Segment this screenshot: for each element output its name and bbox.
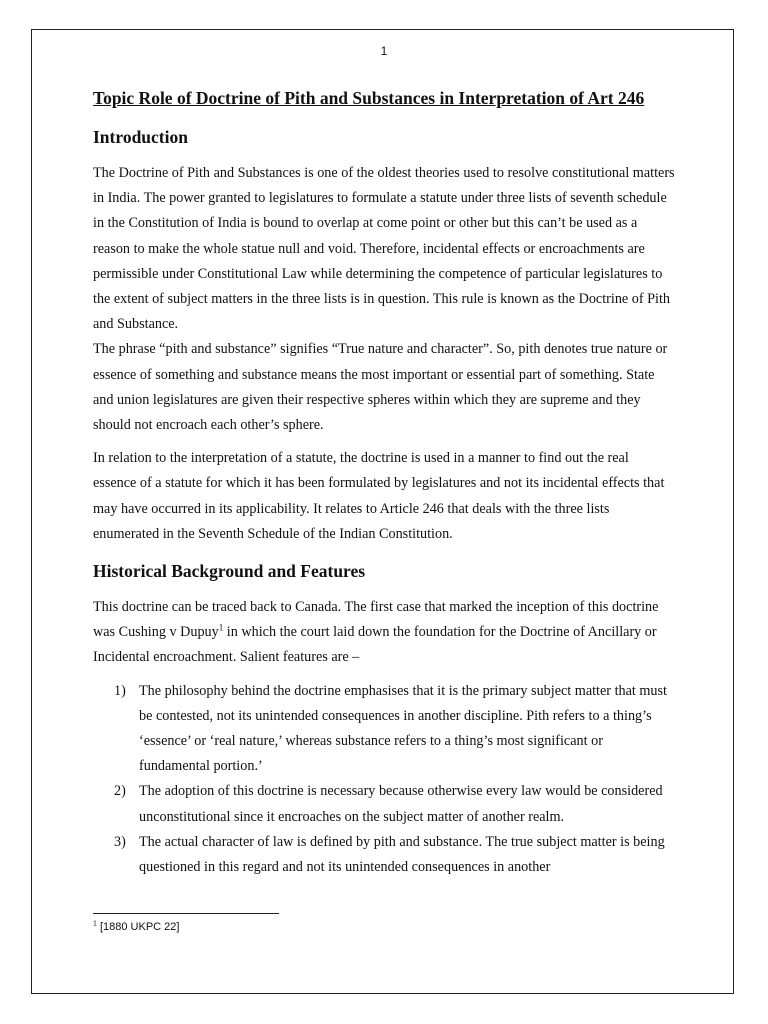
intro-paragraph-2: The phrase “pith and substance” signifies “True nature and character”. So, pith denotes true nature or essence of something and substance means the most important or essential part of something. State and union legislatures are given their respective spheres within which they are supreme and they should not encroach each other’s sphere. <box>93 341 668 434</box>
heading-introduction: Introduction <box>93 127 188 147</box>
list-item-text: The adoption of this doctrine is necessary because otherwise every law would be considered unconstitutional since it encroaches on the subject matter of another realm. <box>139 783 663 825</box>
page-number: 1 <box>380 44 388 58</box>
footnote-reference[interactable]: 1 <box>218 622 224 633</box>
features-list <box>93 679 675 881</box>
list-item <box>93 779 675 829</box>
list-item <box>93 830 675 880</box>
history-paragraph-text-a: This doctrine can be traced back to Canada. The first case that marked the inception of this doctrine was Cushing v Dupuy <box>93 599 659 641</box>
list-item-text: The actual character of law is defined by pith and substance. The true subject matter is being questioned in this regard and not its unintended consequences in another <box>139 833 665 876</box>
list-item-number: 2) <box>114 783 126 800</box>
document-body <box>93 84 675 880</box>
list-item-number: 1) <box>114 682 126 699</box>
footnote-divider <box>93 913 279 914</box>
list-item-number: 3) <box>114 833 126 850</box>
list-item-text: The philosophy behind the doctrine emphasises that it is the primary subject matter that must be contested, not its unintended consequences in another discipline. Pith refers to a thing’s ‘essence’ or ‘real nature,’ whereas substance refers to a thing’s most significant or fundamental portion.’ <box>139 682 667 775</box>
list-item <box>93 679 675 780</box>
history-paragraph-text-b: in which the court laid down the foundation for the Doctrine of Ancillary or Incidental encroachment. Salient features are – <box>93 624 657 666</box>
intro-paragraph-1: The Doctrine of Pith and Substances is one of the oldest theories used to resolve constitutional matters in India. The power granted to legislatures to formulate a statute under three lists of seventh schedule in the Constitution of India is bound to overlap at come point or other but this can’t be used as a reason to make the whole statue null and void. Therefore, incidental effects or encroachments are permissible under Constitutional Law while determining the competence of particular legislatures to the extent of subject matters in the three lists is in question. This rule is known as the Doctrine of Pith and Substance. <box>93 165 675 333</box>
footnote <box>93 921 179 933</box>
intro-paragraph-3: In relation to the interpretation of a statute, the doctrine is used in a manner to find out the real essence of a statute for which it has been formulated by legislatures and not its incidental effects that may have occurred in its applicability. It relates to Article 246 that deals with the three lists enumerated in the Seventh Schedule of the Indian Constitution. <box>93 450 665 542</box>
document-title: Topic Role of Doctrine of Pith and Substances in Interpretation of Art 246 <box>93 88 645 108</box>
heading-historical-background: Historical Background and Features <box>93 561 366 582</box>
footnote-mark: 1 <box>93 920 97 928</box>
history-paragraph-1 <box>93 595 675 671</box>
footnote-text: [1880 UKPC 22] <box>96 921 180 933</box>
